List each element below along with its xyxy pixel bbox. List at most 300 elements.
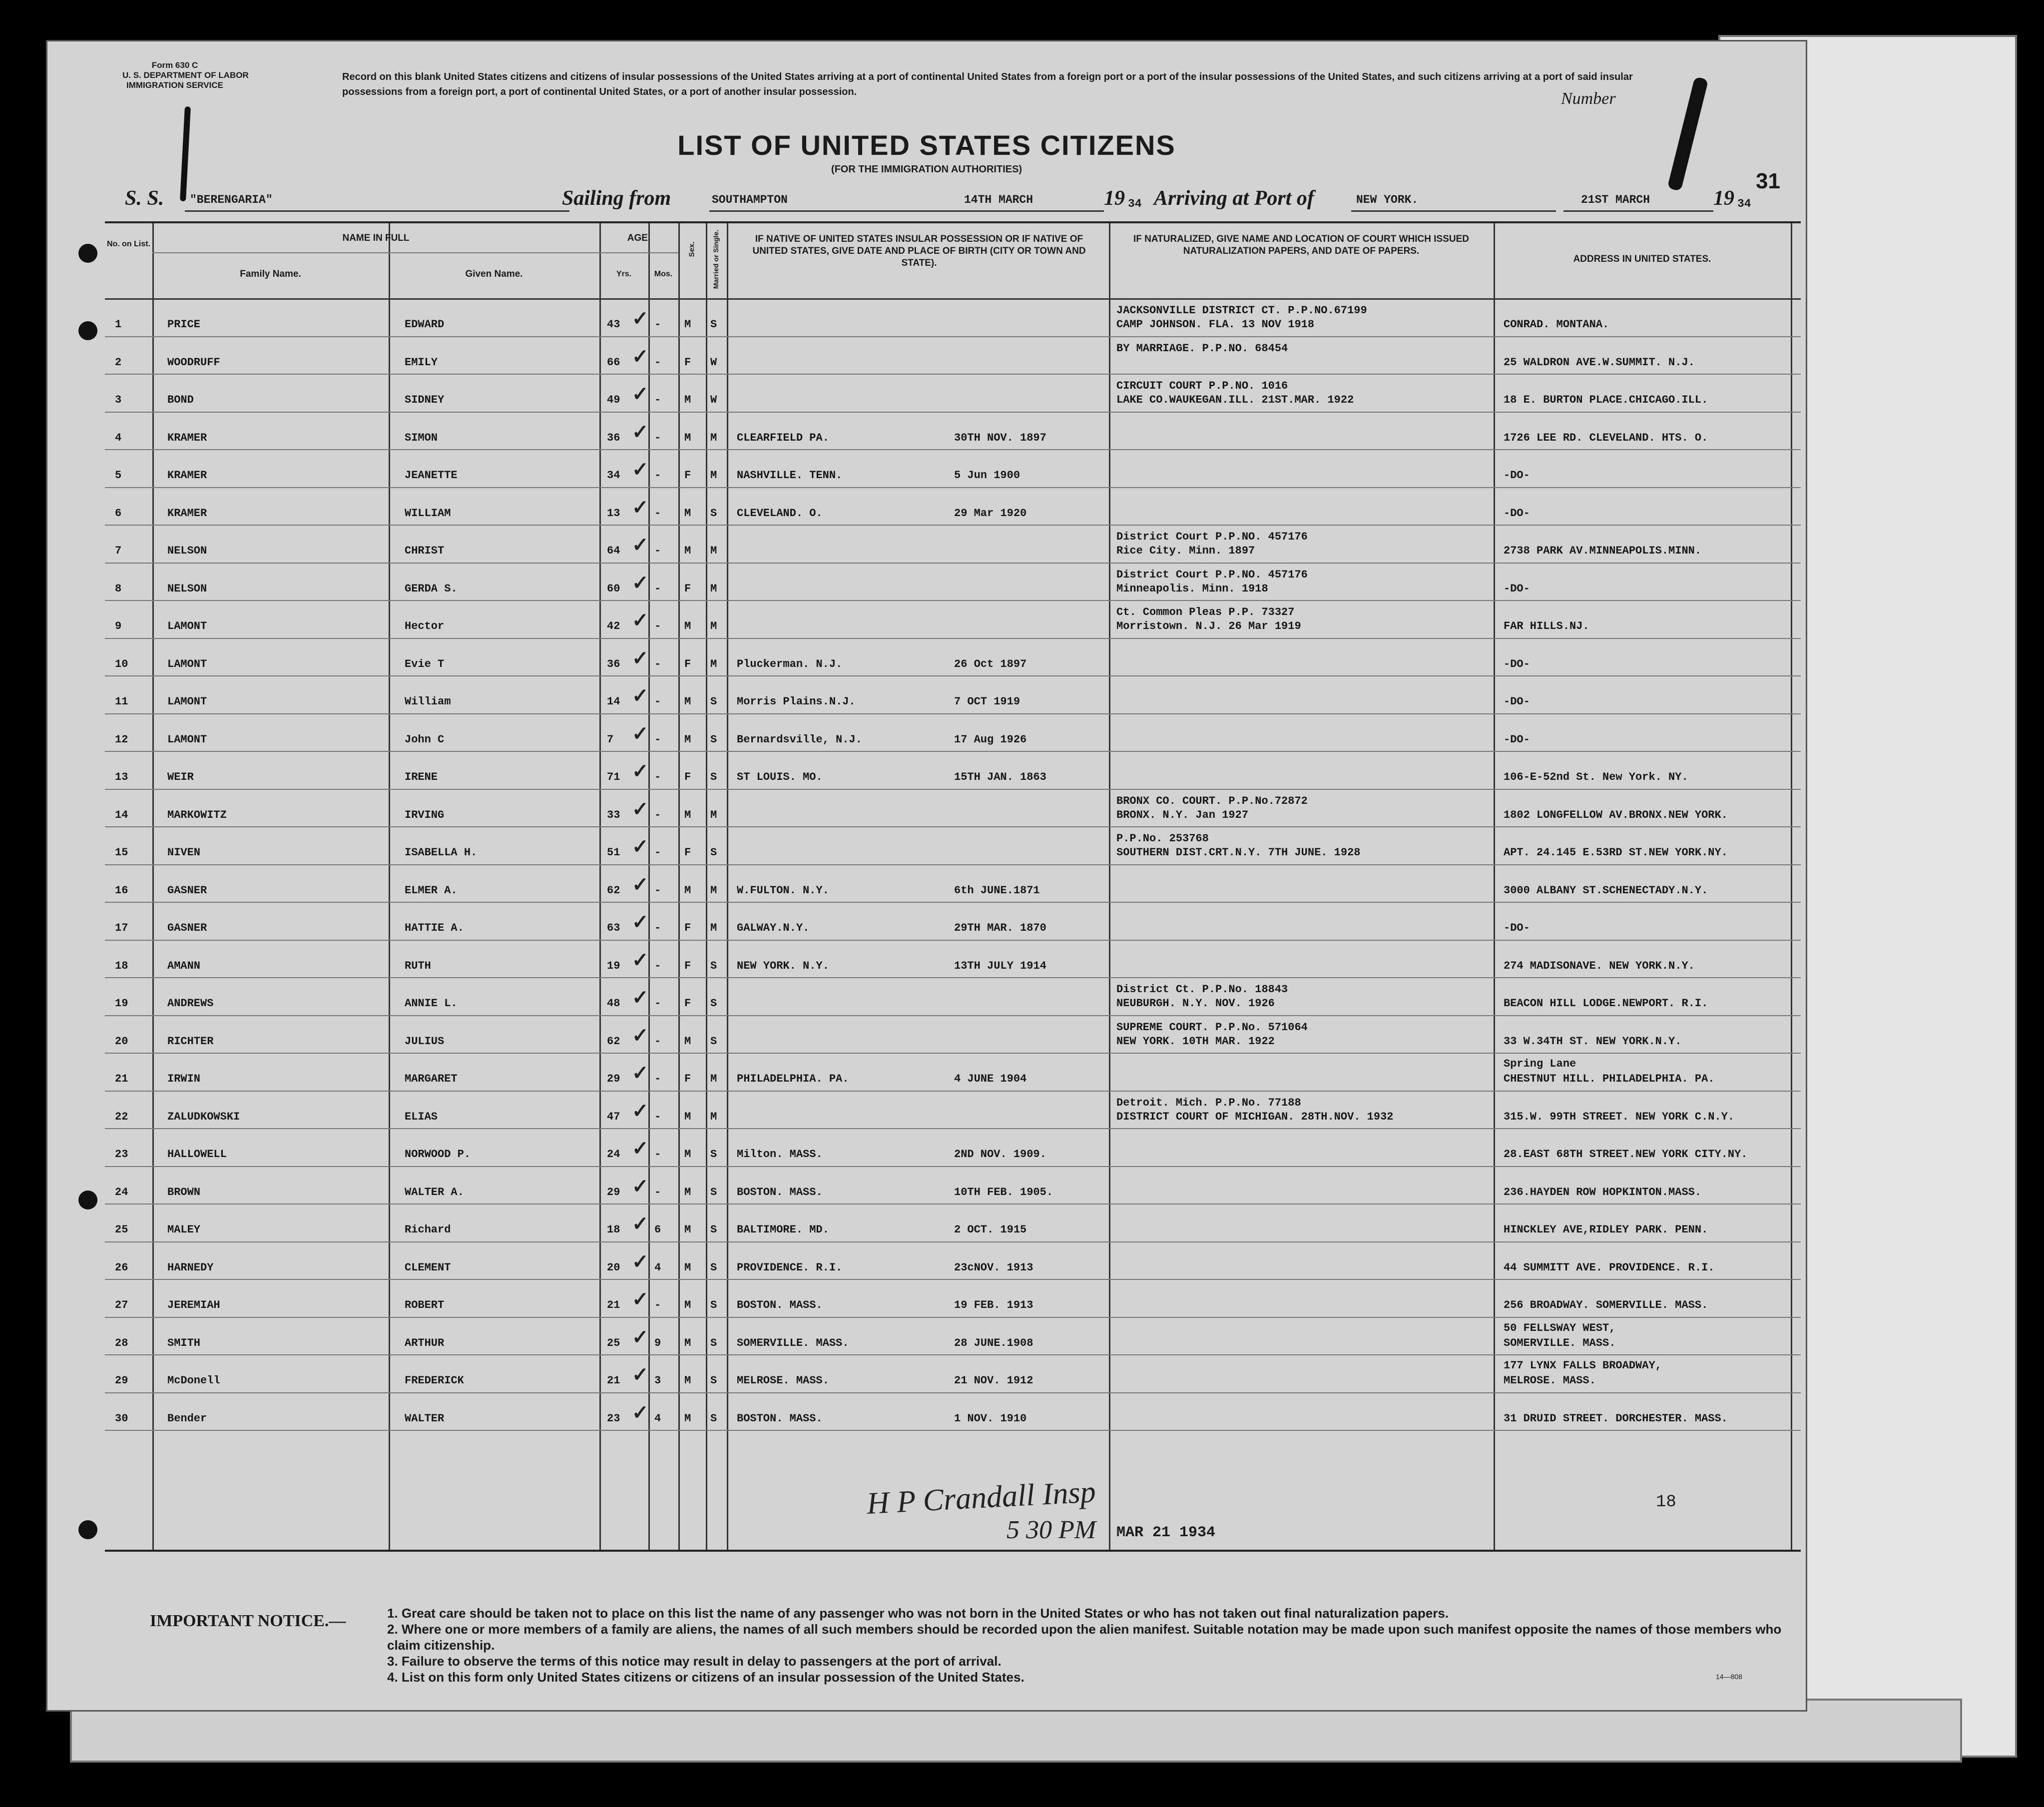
age-years: 20	[607, 1261, 620, 1274]
row-number: 10	[115, 657, 128, 670]
address-line: APT. 24.145 E.53RD ST.NEW YORK.NY.	[1504, 846, 1728, 859]
address-line: -DO-	[1504, 657, 1530, 670]
arriving-port: NEW YORK.	[1356, 193, 1419, 206]
sex: M	[684, 1186, 691, 1199]
naturalization-court: District Court P.P.NO. 457176	[1116, 531, 1308, 543]
sex: M	[684, 620, 691, 632]
address-line: 3000 ALBANY ST.SCHENECTADY.N.Y.	[1504, 884, 1708, 897]
given-name: John C	[405, 733, 445, 746]
age-years: 33	[607, 808, 620, 821]
birth-place: GALWAY.N.Y.	[737, 922, 810, 934]
family-name: ZALUDKOWSKI	[167, 1110, 240, 1123]
birth-place: Pluckerman. N.J.	[737, 657, 843, 670]
address-line: HINCKLEY AVE,RIDLEY PARK. PENN.	[1504, 1223, 1708, 1236]
marital-status: S	[710, 1412, 717, 1425]
age-months: -	[654, 1186, 661, 1199]
col-birth-header: IF NATIVE OF UNITED STATES INSULAR POSSESSION OR IF NATIVE OF UNITED STATES, GIVE DATE AND PLACE OF BIRTH (CITY OR TOWN AND STATE).	[752, 234, 1086, 268]
row-number: 21	[115, 1073, 128, 1085]
age-years: 62	[607, 884, 620, 897]
age-months: -	[654, 582, 661, 595]
given-name: Evie T	[405, 657, 445, 670]
sex: F	[684, 771, 691, 783]
address-line: 33 W.34TH ST. NEW YORK.N.Y.	[1504, 1035, 1682, 1048]
age-years: 14	[607, 695, 620, 708]
check-mark-icon: ✓	[632, 421, 649, 443]
check-mark-icon: ✓	[632, 836, 649, 858]
birth-date: 21 NOV. 1912	[954, 1374, 1033, 1387]
marital-status: S	[710, 1148, 717, 1161]
sex: F	[684, 469, 691, 482]
given-name: SIDNEY	[405, 394, 445, 406]
row-number: 13	[115, 771, 128, 783]
check-mark-icon: ✓	[632, 1175, 649, 1198]
row-number: 15	[115, 846, 128, 859]
birth-date: 28 JUNE.1908	[954, 1336, 1033, 1349]
sailing-date: 14TH MARCH	[964, 193, 1033, 206]
birth-date: 30TH NOV. 1897	[954, 431, 1046, 444]
date-stamp: MAR 21 1934	[1116, 1524, 1216, 1541]
row-number: 1	[115, 318, 122, 331]
marital-status: M	[710, 808, 717, 821]
given-name: HATTIE A.	[405, 922, 464, 934]
form-number-block	[122, 60, 249, 90]
family-name: WOODRUFF	[167, 356, 220, 369]
birth-date: 10TH FEB. 1905.	[954, 1186, 1053, 1199]
row-number: 2	[115, 356, 122, 369]
given-name: JEANETTE	[405, 469, 458, 482]
birth-place: PROVIDENCE. R.I.	[737, 1261, 843, 1274]
marital-status: S	[710, 1336, 717, 1349]
sailing-port: SOUTHAMPTON	[712, 193, 788, 206]
given-name: FREDERICK	[405, 1374, 464, 1387]
birth-date: 13TH JULY 1914	[954, 959, 1046, 972]
given-name: IRVING	[405, 808, 445, 821]
naturalization-place-date: Morristown. N.J. 26 Mar 1919	[1116, 620, 1301, 632]
marital-status: S	[710, 1035, 717, 1048]
number-label: Number	[1561, 89, 1616, 108]
age-months: 9	[654, 1336, 661, 1349]
arriving-year: 34	[1737, 197, 1751, 210]
birth-place: BOSTON. MASS.	[737, 1186, 823, 1199]
arriving-year-prefix: 19	[1713, 187, 1734, 210]
given-name: SIMON	[405, 431, 438, 444]
check-mark-icon: ✓	[632, 1024, 649, 1047]
birth-place: Milton. MASS.	[737, 1148, 823, 1161]
age-months: -	[654, 846, 661, 859]
address-line: 236.HAYDEN ROW HOPKINTON.MASS.	[1504, 1186, 1702, 1199]
family-name: KRAMER	[167, 431, 207, 444]
naturalization-place-date: NEW YORK. 10TH MAR. 1922	[1116, 1035, 1275, 1048]
age-years: 36	[607, 657, 620, 670]
age-months: -	[654, 1110, 661, 1123]
given-name: CHRIST	[405, 545, 445, 557]
given-name: NORWOOD P.	[405, 1148, 471, 1161]
address-line: -DO-	[1504, 922, 1530, 934]
sex: M	[684, 1261, 691, 1274]
binder-hole	[78, 1191, 97, 1209]
marital-status: M	[710, 922, 717, 934]
sex: F	[684, 1073, 691, 1085]
naturalization-court: BY MARRIAGE. P.P.NO. 68454	[1116, 342, 1288, 355]
address-line: 2738 PARK AV.MINNEAPOLIS.MINN.	[1504, 545, 1702, 557]
naturalization-place-date: Rice City. Minn. 1897	[1116, 545, 1255, 557]
inspector-signature: H P Crandall Insp	[866, 1475, 1097, 1521]
check-mark-icon: ✓	[632, 647, 649, 669]
sex: M	[684, 1148, 691, 1161]
age-months: -	[654, 431, 661, 444]
address-line: -DO-	[1504, 733, 1530, 746]
col-family-header: Family Name.	[240, 269, 301, 279]
sex: M	[684, 695, 691, 708]
col-yrs-header: Yrs.	[616, 270, 632, 278]
instructions-text: Record on this blank United States citizens and citizens of insular possessions of the United States arriving at a port of continental United States from a foreign port or a port of the insular possessions of the United States, and such citizens arriving at a port of said insular possessions from a foreign port, a port of continental United States, or a port of another insular possession.	[342, 71, 1633, 97]
family-name: NIVEN	[167, 846, 201, 859]
check-mark-icon: ✓	[632, 873, 649, 896]
check-mark-icon: ✓	[632, 572, 649, 594]
address-line: 256 BROADWAY. SOMERVILLE. MASS.	[1504, 1299, 1708, 1311]
age-months: 4	[654, 1261, 661, 1274]
notice-item: 2. Where one or more members of a family are aliens, the names of all such members should be recorded upon the alien manifest. Suitable notation may be made upon such manifest opposite the names of those members who claim citizenship.	[387, 1622, 1782, 1653]
age-months: -	[654, 1148, 661, 1161]
age-years: 66	[607, 356, 620, 369]
manifest-page	[46, 40, 1807, 1712]
passenger-table	[105, 221, 1801, 1552]
age-years: 60	[607, 582, 620, 595]
notice-item: 1. Great care should be taken not to place on this list the name of any passenger who was not born in the United States or who has not taken out final naturalization papers.	[387, 1606, 1449, 1621]
given-name: WALTER A.	[405, 1186, 464, 1199]
row-number: 12	[115, 733, 128, 746]
sex: M	[684, 1374, 691, 1387]
check-mark-icon: ✓	[632, 496, 649, 519]
birth-place: BALTIMORE. MD.	[737, 1223, 829, 1236]
marital-status: M	[710, 582, 717, 595]
marital-status: M	[710, 431, 717, 444]
given-name: JULIUS	[405, 1035, 445, 1048]
age-years: 48	[607, 997, 620, 1010]
given-name: Richard	[405, 1223, 451, 1236]
age-months: 3	[654, 1374, 661, 1387]
given-name: ARTHUR	[405, 1336, 445, 1349]
page-title: LIST OF UNITED STATES CITIZENS	[677, 129, 1176, 161]
age-years: 18	[607, 1223, 620, 1236]
address-line: -DO-	[1504, 507, 1530, 520]
given-name: EDWARD	[405, 318, 445, 331]
family-name: NELSON	[167, 545, 207, 557]
naturalization-court: Detroit. Mich. P.P.No. 77188	[1116, 1096, 1301, 1109]
handwritten-time: 5 30 PM	[1007, 1516, 1096, 1544]
sex: M	[684, 1223, 691, 1236]
age-years: 29	[607, 1186, 620, 1199]
family-name: KRAMER	[167, 507, 207, 520]
given-name: WILLIAM	[405, 507, 451, 520]
given-name: CLEMENT	[405, 1261, 451, 1274]
col-no-header: No. on List.	[106, 240, 151, 248]
col-naturalized-header: IF NATURALIZED, GIVE NAME AND LOCATION OF COURT WHICH ISSUED NATURALIZATION PAPERS, AND DATE OF PAPERS.	[1133, 234, 1469, 256]
birth-date: 7 OCT 1919	[954, 695, 1021, 708]
birth-date: 6th JUNE.1871	[954, 884, 1040, 897]
age-years: 64	[607, 545, 620, 557]
row-number: 24	[115, 1186, 128, 1199]
passenger-count: 18	[1656, 1493, 1676, 1512]
col-married-header: Married or Single.	[712, 229, 720, 289]
row-number: 18	[115, 959, 128, 972]
check-mark-icon: ✓	[632, 1250, 649, 1273]
age-years: 71	[607, 771, 620, 783]
col-age-header: AGE.	[627, 233, 651, 243]
family-name: RICHTER	[167, 1035, 214, 1048]
family-name: LAMONT	[167, 695, 207, 708]
naturalization-place-date: SOUTHERN DIST.CRT.N.Y. 7TH JUNE. 1928	[1116, 846, 1361, 859]
birth-place: NEW YORK. N.Y.	[737, 959, 829, 972]
given-name: ANNIE L.	[405, 997, 458, 1010]
address-line: 25 WALDRON AVE.W.SUMMIT. N.J.	[1504, 356, 1695, 369]
col-address-header: ADDRESS IN UNITED STATES.	[1573, 254, 1711, 264]
birth-place: BOSTON. MASS.	[737, 1299, 823, 1311]
naturalization-court: P.P.No. 253768	[1116, 832, 1209, 845]
age-months: -	[654, 356, 661, 369]
age-years: 23	[607, 1412, 620, 1425]
check-mark-icon: ✓	[632, 760, 649, 782]
row-number: 7	[115, 545, 122, 557]
sex: M	[684, 1299, 691, 1311]
family-name: LAMONT	[167, 620, 207, 632]
age-months: -	[654, 997, 661, 1010]
row-number: 17	[115, 922, 128, 934]
address-line: 177 LYNX FALLS BROADWAY,	[1504, 1359, 1662, 1372]
birth-place: SOMERVILLE. MASS.	[737, 1336, 849, 1349]
sailing-year: 34	[1128, 197, 1142, 210]
sex: M	[684, 318, 691, 331]
check-mark-icon: ✓	[632, 987, 649, 1009]
given-name: Hector	[405, 620, 445, 632]
family-name: GASNER	[167, 922, 207, 934]
sex: M	[684, 507, 691, 520]
age-years: 21	[607, 1374, 620, 1387]
marital-status: S	[710, 997, 717, 1010]
check-mark-icon: ✓	[632, 685, 649, 707]
birth-date: 29 Mar 1920	[954, 507, 1027, 520]
row-number: 3	[115, 394, 122, 406]
naturalization-court: JACKSONVILLE DISTRICT CT. P.P.NO.67199	[1116, 304, 1367, 317]
marital-status: M	[710, 657, 717, 670]
naturalization-place-date: LAKE CO.WAUKEGAN.ILL. 21ST.MAR. 1922	[1116, 394, 1354, 406]
family-name: LAMONT	[167, 733, 207, 746]
marital-status: S	[710, 733, 717, 746]
age-months: -	[654, 545, 661, 557]
age-years: 43	[607, 318, 620, 331]
marital-status: M	[710, 620, 717, 632]
check-mark-icon: ✓	[632, 345, 649, 368]
check-mark-icon: ✓	[632, 308, 649, 330]
row-number: 20	[115, 1035, 128, 1048]
age-months: -	[654, 771, 661, 783]
ship-name: "BERENGARIA"	[190, 193, 273, 206]
birth-date: 26 Oct 1897	[954, 657, 1027, 670]
page-subtitle: (FOR THE IMMIGRATION AUTHORITIES)	[831, 164, 1022, 175]
binder-hole	[78, 1520, 97, 1539]
family-name: LAMONT	[167, 657, 207, 670]
check-mark-icon: ✓	[632, 609, 649, 631]
naturalization-court: BRONX CO. COURT. P.P.No.72872	[1116, 794, 1308, 807]
address-line: 18 E. BURTON PLACE.CHICAGO.ILL.	[1504, 394, 1708, 406]
marital-status: S	[710, 771, 717, 783]
marital-status: M	[710, 1073, 717, 1085]
sex: M	[684, 808, 691, 821]
sex: F	[684, 997, 691, 1010]
given-name: WALTER	[405, 1412, 445, 1425]
check-mark-icon: ✓	[632, 1138, 649, 1160]
age-years: 24	[607, 1148, 620, 1161]
given-name: GERDA S.	[405, 582, 458, 595]
birth-date: 5 Jun 1900	[954, 469, 1021, 482]
row-number: 9	[115, 620, 122, 632]
form-department-line: U. S. DEPARTMENT OF LABOR	[122, 70, 249, 80]
family-name: NELSON	[167, 582, 207, 595]
check-mark-icon: ✓	[632, 459, 649, 481]
given-name: EMILY	[405, 356, 438, 369]
marital-status: W	[710, 394, 717, 406]
age-months: 4	[654, 1412, 661, 1425]
birth-date: 15TH JAN. 1863	[954, 771, 1046, 783]
row-number: 5	[115, 469, 122, 482]
family-name: BROWN	[167, 1186, 201, 1199]
address-line: -DO-	[1504, 469, 1530, 482]
address-line: 50 FELLSWAY WEST,	[1504, 1321, 1616, 1334]
family-name: GASNER	[167, 884, 207, 897]
birth-place: BOSTON. MASS.	[737, 1412, 823, 1425]
row-number: 29	[115, 1374, 128, 1387]
family-name: MALEY	[167, 1223, 201, 1236]
row-number: 6	[115, 507, 122, 520]
form-number-line: Form 630 C	[151, 60, 198, 70]
family-name: HALLOWELL	[167, 1148, 227, 1161]
notice-item: 3. Failure to observe the terms of this notice may result in delay to passengers at the port of arrival.	[387, 1654, 1002, 1669]
naturalization-place-date: NEUBURGH. N.Y. NOV. 1926	[1116, 997, 1275, 1010]
check-mark-icon: ✓	[632, 1401, 649, 1424]
marital-status: S	[710, 959, 717, 972]
sex: M	[684, 884, 691, 897]
sex: M	[684, 1110, 691, 1123]
sex: M	[684, 394, 691, 406]
birth-place: ST LOUIS. MO.	[737, 771, 823, 783]
arriving-label: Arriving at Port of	[1154, 187, 1314, 210]
address-line-2: MELROSE. MASS.	[1504, 1374, 1596, 1387]
birth-date: 17 Aug 1926	[954, 733, 1027, 746]
age-months: -	[654, 657, 661, 670]
col-mos-header: Mos.	[654, 270, 673, 278]
age-months: -	[654, 733, 661, 746]
address-line-2: CHESTNUT HILL. PHILADELPHIA. PA.	[1504, 1073, 1715, 1085]
check-mark-icon: ✓	[632, 534, 649, 556]
age-months: -	[654, 808, 661, 821]
sex: F	[684, 657, 691, 670]
row-number: 19	[115, 997, 128, 1010]
naturalization-court: District Court P.P.NO. 457176	[1116, 568, 1308, 581]
birth-place: W.FULTON. N.Y.	[737, 884, 829, 897]
age-months: -	[654, 507, 661, 520]
family-name: IRWIN	[167, 1073, 201, 1085]
row-number: 8	[115, 582, 122, 595]
naturalization-place-date: CAMP JOHNSON. FLA. 13 NOV 1918	[1116, 318, 1315, 331]
sex: M	[684, 431, 691, 444]
age-years: 7	[607, 733, 614, 746]
birth-place: CLEARFIELD PA.	[737, 431, 829, 444]
row-number: 25	[115, 1223, 128, 1236]
age-months: -	[654, 1035, 661, 1048]
age-years: 19	[607, 959, 620, 972]
family-name: Bender	[167, 1412, 207, 1425]
sex: M	[684, 545, 691, 557]
age-years: 34	[607, 469, 620, 482]
marital-status: M	[710, 545, 717, 557]
row-number: 11	[115, 695, 128, 708]
naturalization-court: District Ct. P.P.No. 18843	[1116, 983, 1288, 996]
check-mark-icon: ✓	[632, 1288, 649, 1310]
family-name: ANDREWS	[167, 997, 214, 1010]
age-months: -	[654, 620, 661, 632]
birth-place: PHILADELPHIA. PA.	[737, 1073, 849, 1085]
birth-date: 4 JUNE 1904	[954, 1073, 1027, 1085]
check-mark-icon: ✓	[632, 798, 649, 820]
given-name: IRENE	[405, 771, 438, 783]
notice-label: IMPORTANT NOTICE.—	[150, 1612, 346, 1630]
page-number: 31	[1756, 169, 1780, 193]
family-name: AMANN	[167, 959, 201, 972]
sailing-year-prefix: 19	[1104, 187, 1125, 210]
given-name: RUTH	[405, 959, 431, 972]
check-mark-icon: ✓	[632, 383, 649, 405]
birth-place: MELROSE. MASS.	[737, 1374, 829, 1387]
given-name: ISABELLA H.	[405, 846, 478, 859]
marital-status: W	[710, 356, 717, 369]
address-line: FAR HILLS.NJ.	[1504, 620, 1589, 632]
family-name: HARNEDY	[167, 1261, 214, 1274]
marital-status: M	[710, 1110, 717, 1123]
naturalization-place-date: DISTRICT COURT OF MICHIGAN. 28TH.NOV. 1932	[1116, 1110, 1394, 1123]
check-mark-icon: ✓	[632, 949, 649, 971]
col-name-header: NAME IN FULL	[342, 233, 410, 243]
address-line: 274 MADISONAVE. NEW YORK.N.Y.	[1504, 959, 1695, 972]
sex: M	[684, 1412, 691, 1425]
row-number: 27	[115, 1299, 128, 1311]
form-service-line: IMMIGRATION SERVICE	[126, 80, 223, 90]
sex: F	[684, 582, 691, 595]
check-mark-icon: ✓	[632, 1100, 649, 1122]
age-months: -	[654, 318, 661, 331]
birth-place: Bernardsville, N.J.	[737, 733, 862, 746]
naturalization-court: SUPREME COURT. P.P.No. 571064	[1116, 1021, 1308, 1034]
address-line: 28.EAST 68TH STREET.NEW YORK CITY.NY.	[1504, 1148, 1748, 1161]
address-line-2: SOMERVILLE. MASS.	[1504, 1336, 1616, 1349]
age-years: 63	[607, 922, 620, 934]
address-line: CONRAD. MONTANA.	[1504, 318, 1609, 331]
family-name: WEIR	[167, 771, 194, 783]
address-line: 1802 LONGFELLOW AV.BRONX.NEW YORK.	[1504, 808, 1728, 821]
age-years: 29	[607, 1073, 620, 1085]
notice-items	[387, 1605, 1816, 1685]
address-line: 106-E-52nd St. New York. NY.	[1504, 771, 1688, 783]
given-name: ELIAS	[405, 1110, 438, 1123]
form-code: 14—808	[1716, 1673, 1742, 1681]
family-name: JEREMIAH	[167, 1299, 220, 1311]
age-years: 49	[607, 394, 620, 406]
family-name: KRAMER	[167, 469, 207, 482]
check-mark-icon: ✓	[632, 1364, 649, 1386]
sex: F	[684, 922, 691, 934]
given-name: ROBERT	[405, 1299, 445, 1311]
age-years: 13	[607, 507, 620, 520]
family-name: MARKOWITZ	[167, 808, 227, 821]
